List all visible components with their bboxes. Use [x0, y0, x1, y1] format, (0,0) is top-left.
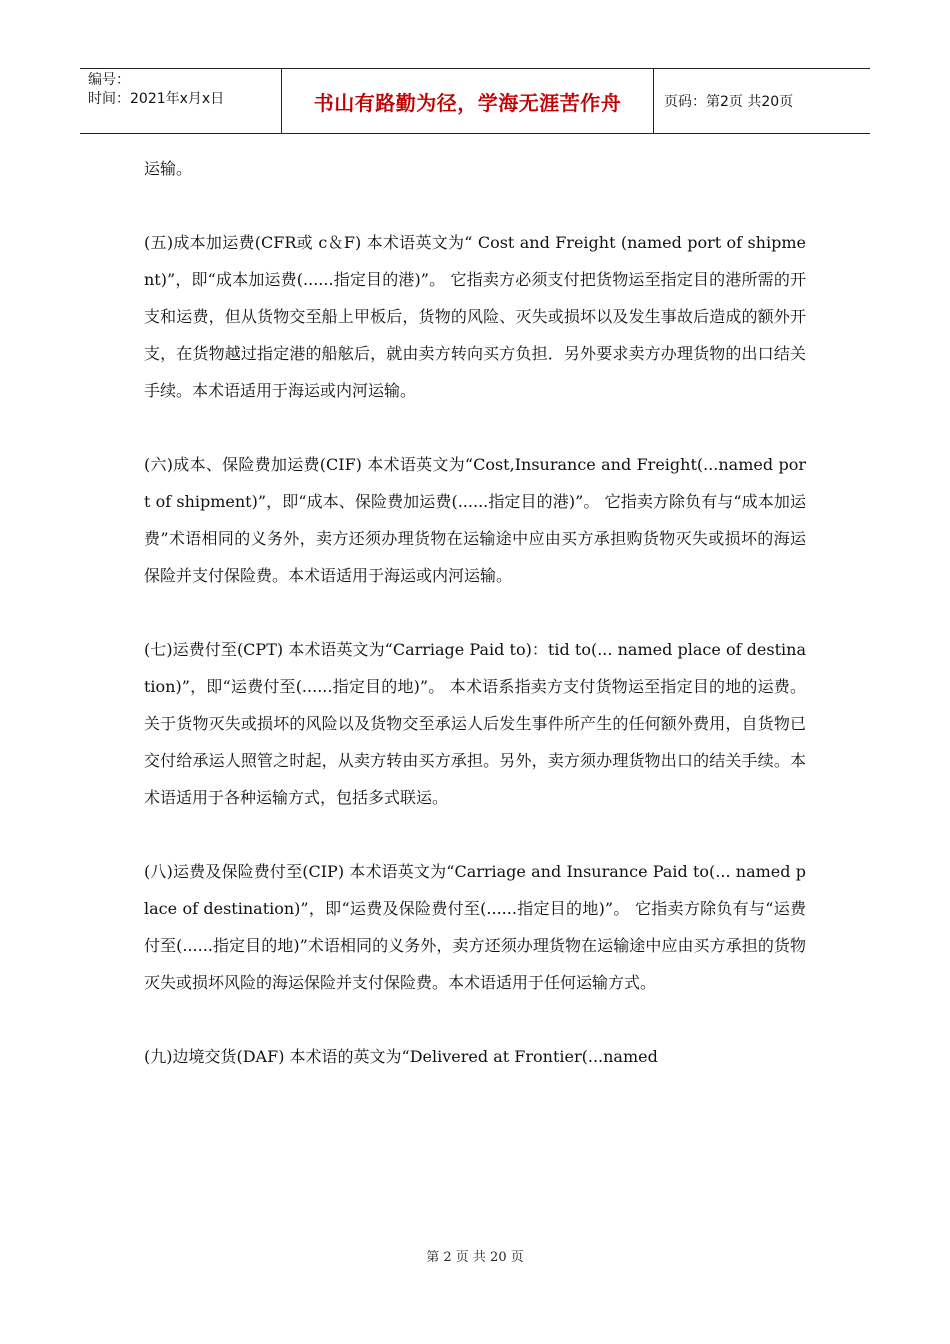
header-page-info: 页码：第2页 共20页: [664, 94, 794, 110]
document-body: [144, 150, 806, 1075]
header-motto: 书山有路勤为径，学海无涯苦作舟: [282, 69, 654, 133]
document-number-label: 编号：: [88, 72, 130, 88]
paragraph-cfr: (五)成本加运费(CFR或 c＆F) 本术语英文为“ Cost and Freight (named port of shipment)”，即“成本加运费(......指定目的港)”。 它指卖方必须支付把货物运至指定目的港所需的开支和运费，但从货物交至船上甲板后，货物的风险、灭失或损坏以及发生事故后造成的额外开支，在货物越过指定港的船舷后，就由卖方转向买方负担．另外要求卖方办理货物的出口结关手续。本术语适用于海运或内河运输。: [144, 233, 806, 400]
header-meta: [80, 69, 282, 133]
paragraph-cip: (八)运费及保险费付至(CIP) 本术语英文为“Carriage and Insurance Paid to(... named place of destination)”，即“运费及保险费付至(......指定目的地)”。 它指卖方除负有与“运费付至(......指定目的地)”术语相同的义务外，卖方还须办理货物在运输途中应由买方承担的货物灭失或损坏风险的海运保险并支付保险费。本术语适用于任何运输方式。: [144, 862, 806, 992]
paragraph-daf: (九)边境交货(DAF) 本术语的英文为“Delivered at Frontier(...named: [144, 1047, 658, 1066]
paragraph-continuation: 运输。: [144, 159, 193, 178]
paragraph-cif: (六)成本、保险费加运费(CIF) 本术语英文为“Cost,Insurance and Freight(...named port of shipment)”，即“成本、保险费加运费(......指定目的港)”。 它指卖方除负有与“成本加运费”术语相同的义务外，卖方还须办理货物在运输途中应由买方承担购货物灭失或损坏的海运保险并支付保险费。本术语适用于海运或内河运输。: [144, 455, 806, 585]
paragraph-cpt: (七)运费付至(CPT) 本术语英文为“Carriage Paid to)：tid to(... named place of destination)”，即“运费付至(......指定目的地)”。 本术语系指卖方支付货物运至指定目的地的运费。关于货物灭失或损坏的风险以及货物交至承运人后发生事件所产生的任何额外费用，自货物已交付给承运人照管之时起，从卖方转由买方承担。另外，卖方须办理货物出口的结关手续。本术语适用于各种运输方式，包括多式联运。: [144, 640, 806, 807]
page-footer: 第 2 页 共 20 页: [426, 1250, 524, 1265]
page-header: [80, 68, 870, 134]
document-date: 时间：2021年x月x日: [88, 91, 225, 107]
